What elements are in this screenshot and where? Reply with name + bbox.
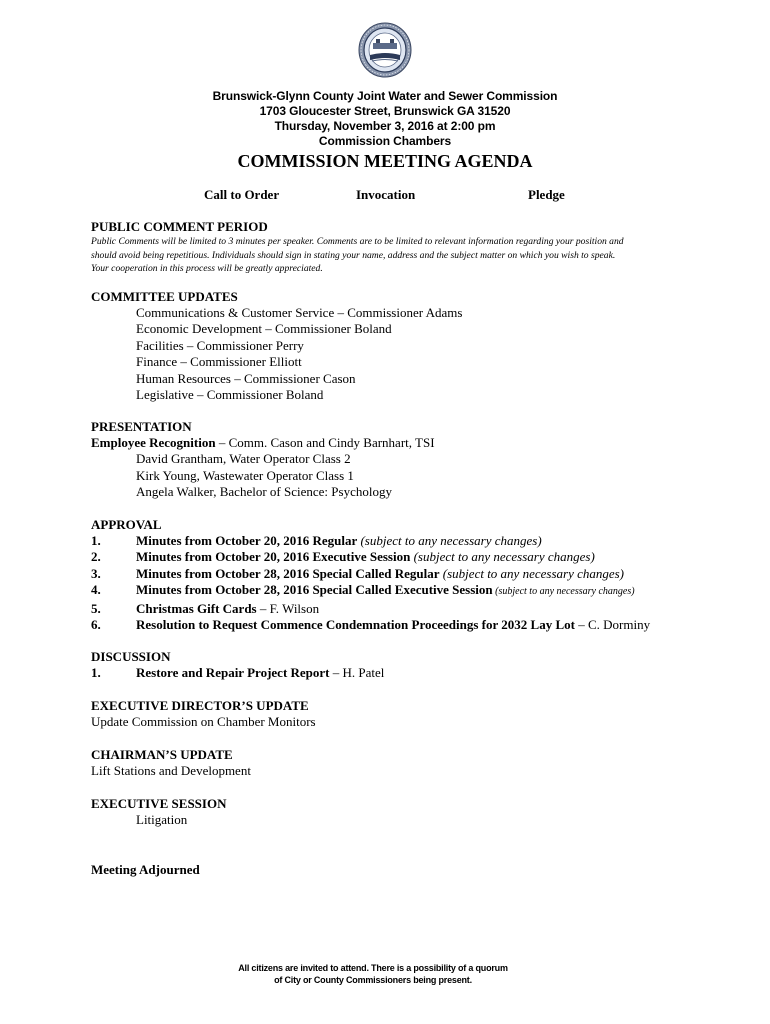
approval-item [91,617,751,633]
section-text: Litigation [136,812,188,827]
public-comment-line: Public Comments will be limited to 3 minutes per speaker. Comments are to be limited to relevant information regarding your position and [91,236,624,247]
item-number: 3. [91,565,101,581]
item-title: Minutes from October 28, 2016 Special Called Regular [136,565,440,581]
item-note: (subject to any necessary changes) [439,565,625,581]
presentation-lead-detail: – Comm. Cason and Cindy Barnhart, TSI [215,435,435,450]
item-presenter: – H. Patel [329,665,385,680]
presentation-lead-title: Employee Recognition [91,435,216,450]
item-title: Christmas Gift Cards [136,600,257,616]
section-heading: APPROVAL [91,517,162,532]
item-title: Resolution to Request Commence Condemnation Proceedings for 2032 Lay Lot [136,617,575,633]
item-number: 6. [91,617,101,633]
invocation: Invocation [356,187,416,202]
committee-item: Economic Development – Commissioner Boland [136,321,392,337]
honoree-item: Angela Walker, Bachelor of Science: Psychology [136,484,392,500]
discussion-section [91,649,691,681]
chairman-section [91,747,691,779]
item-title: Minutes from October 20, 2016 Executive Session [136,549,411,565]
committee-item: Facilities – Commissioner Perry [136,337,304,353]
committee-item: Communications & Customer Service – Commissioner Adams [136,305,463,320]
executive-session-section [91,796,691,828]
item-number: 1. [91,665,101,680]
org-address: 1703 Gloucester Street, Brunswick GA 31520 [259,104,511,118]
agenda-title: COMMISSION MEETING AGENDA [237,151,533,171]
adjourned-label: Meeting Adjourned [91,862,200,877]
item-title: Restore and Repair Project Report [136,665,330,680]
item-number: 4. [91,582,101,598]
footer-line: of City or County Commissioners being present. [274,975,472,985]
public-comment-line: should avoid being repetitious. Individuals should sign in stating your name, address and the subject matter on which you wish to speak. [91,249,616,261]
footer-note [0,962,746,986]
meeting-datetime: Thursday, November 3, 2016 at 2:00 pm [274,119,496,133]
item-title: Minutes from October 20, 2016 Regular [136,533,358,548]
approval-item [91,582,751,600]
item-note: (subject to any necessary changes) [357,533,542,548]
meeting-location: Commission Chambers [318,134,452,148]
approval-item [91,601,751,617]
org-name: Brunswick-Glynn County Joint Water and Sewer Commission [212,89,558,103]
item-presenter: – F. Wilson [256,600,320,616]
public-comment-line: Your cooperation in this process will be greatly appreciated. [91,263,323,274]
item-number: 2. [91,549,101,565]
public-comment-section [91,219,691,276]
presentation-lead [91,435,691,451]
committee-item: Human Resources – Commissioner Cason [136,370,356,386]
call-to-order: Call to Order [204,187,280,202]
item-note: (subject to any necessary changes) [492,586,635,598]
item-presenter: – C. Dorminy [574,617,651,633]
committee-updates-section [91,289,691,403]
honoree-item: Kirk Young, Wastewater Operator Class 1 [136,467,354,483]
section-text: Lift Stations and Development [91,763,251,778]
committee-item: Legislative – Commissioner Boland [136,387,324,403]
item-note: (subject to any necessary changes) [410,549,595,565]
section-heading: PUBLIC COMMENT PERIOD [91,219,268,234]
pledge: Pledge [528,187,565,202]
committee-item: Finance – Commissioner Elliott [136,354,302,370]
commission-seal-logo [358,22,412,78]
executive-director-section [91,698,691,730]
item-number: 1. [91,533,101,548]
section-heading: COMMITTEE UPDATES [91,289,238,304]
meeting-adjourned [91,862,691,878]
item-title: Minutes from October 28, 2016 Special Called Executive Session [136,582,493,598]
presentation-section [91,419,691,501]
section-heading: EXECUTIVE DIRECTOR’S UPDATE [91,698,309,713]
section-heading: DISCUSSION [91,649,171,664]
footer-line: All citizens are invited to attend. There is a possibility of a quorum [238,963,508,973]
approval-item [91,533,751,549]
approval-item [91,566,751,582]
honoree-item: David Grantham, Water Operator Class 2 [136,451,351,467]
item-number: 5. [91,600,101,616]
approval-section [91,517,751,633]
section-heading: CHAIRMAN’S UPDATE [91,747,233,762]
section-heading: EXECUTIVE SESSION [91,796,227,811]
section-text: Update Commission on Chamber Monitors [91,714,316,729]
discussion-item [91,665,691,681]
section-heading: PRESENTATION [91,419,192,434]
approval-item [91,549,751,565]
